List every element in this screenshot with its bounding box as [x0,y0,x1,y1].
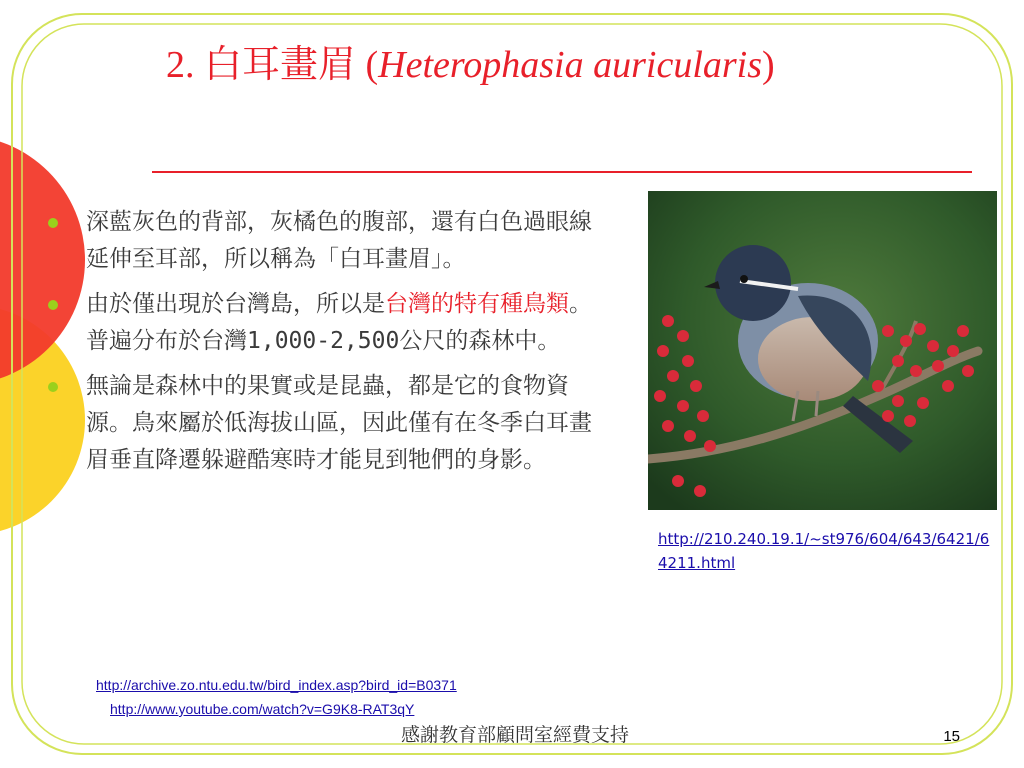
bullet-text: 深藍灰色的背部，灰橘色的腹部，還有白色過眼線延伸至耳部，所以稱為「白耳畫眉」。 [86,209,592,272]
bullet-dot-icon [48,382,58,392]
bullet-highlight: 台灣的特有種鳥類 [385,291,569,317]
reference-link-archive[interactable]: http://archive.zo.ntu.edu.tw/bird_index.asp?bird_id=B0371 [96,677,457,693]
slide-title [166,40,966,90]
title-underline [152,171,972,173]
footer-acknowledgement: 感謝教育部顧問室經費支持 [400,724,629,746]
bird-eye [740,275,748,283]
bullet-item [48,286,608,360]
reference-link-youtube[interactable]: http://www.youtube.com/watch?v=G9K8-RAT3qY [110,701,415,717]
page-number: 15 [943,728,960,745]
bullet-text: 無論是森林中的果實或是昆蟲，都是它的食物資源。鳥來屬於低海拔山區，因此僅有在冬季白耳畫眉垂直降遷躲避酷寒時才能見到牠們的身影。 [86,373,592,473]
photo-source-link[interactable]: http://210.240.19.1/~st976/604/643/6421/64211.html [658,530,990,572]
bullet-item [48,368,608,479]
bullet-list [48,204,608,487]
bullet-item [48,204,608,278]
bullet-text-post: 。普遍分布於台灣 [86,291,592,354]
bullet-text-pre: 由於僅出現於台灣島，所以是 [86,291,385,317]
bullet-text-post2: 公尺的森林中。 [399,328,561,354]
title-prefix: 2. 白耳畫眉 ( [166,44,379,86]
bullet-dot-icon [48,300,58,310]
elevation-range: 1,000-2,500 [247,328,400,354]
bird-photo [648,191,997,510]
title-suffix: ) [762,44,775,86]
title-latin-name: Heterophasia auricularis [378,44,763,86]
bullet-dot-icon [48,218,58,228]
